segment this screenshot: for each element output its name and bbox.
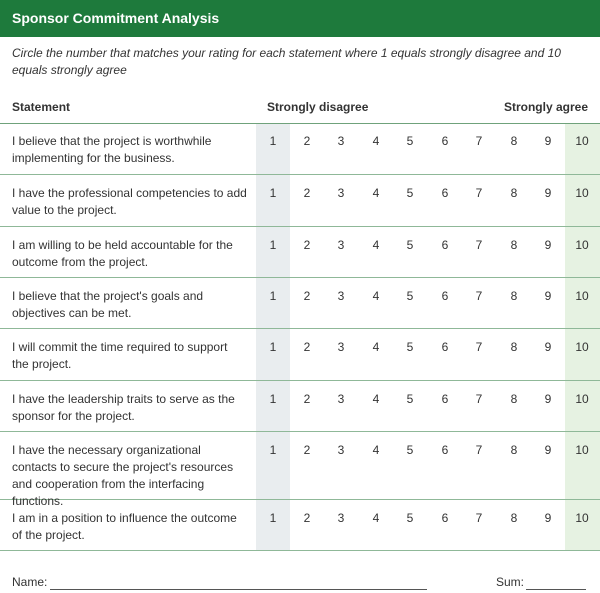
rating-option-3[interactable]: 3	[337, 134, 345, 148]
instructions-text: Circle the number that matches your rating for each statement where 1 equals strongly disagree and 10 equals strongly agree	[12, 46, 561, 77]
statement-text: I believe that the project is worthwhile implementing for the business.	[12, 134, 212, 165]
rating-option-6[interactable]: 6	[441, 443, 449, 457]
rating-option-2[interactable]: 2	[303, 289, 311, 303]
rating-option-7[interactable]: 7	[475, 392, 483, 406]
rating-option-10[interactable]: 10	[575, 238, 589, 252]
rating-option-5[interactable]: 5	[406, 289, 414, 303]
rating-option-4[interactable]: 4	[372, 392, 380, 406]
header-strongly-disagree: Strongly disagree	[267, 100, 369, 114]
sum-field[interactable]	[526, 589, 586, 590]
rating-option-8[interactable]: 8	[510, 238, 518, 252]
rating-option-9[interactable]: 9	[544, 392, 552, 406]
rating-option-2[interactable]: 2	[303, 392, 311, 406]
statement-text: I am willing to be held accountable for the outcome from the project.	[12, 238, 233, 269]
rating-option-9[interactable]: 9	[544, 511, 552, 525]
rating-option-6[interactable]: 6	[441, 186, 449, 200]
rating-option-1[interactable]: 1	[269, 134, 277, 148]
rating-option-10[interactable]: 10	[575, 134, 589, 148]
rating-option-7[interactable]: 7	[475, 289, 483, 303]
rating-option-10[interactable]: 10	[575, 340, 589, 354]
rating-option-6[interactable]: 6	[441, 511, 449, 525]
statement-text: I have the leadership traits to serve as the sponsor for the project.	[12, 392, 235, 423]
rating-option-5[interactable]: 5	[406, 134, 414, 148]
rating-option-8[interactable]: 8	[510, 340, 518, 354]
rating-option-4[interactable]: 4	[372, 340, 380, 354]
rating-option-2[interactable]: 2	[303, 511, 311, 525]
statement-text: I am in a position to influence the outcome of the project.	[12, 511, 237, 542]
rating-option-1[interactable]: 1	[269, 238, 277, 252]
table-row	[0, 432, 600, 508]
rating-option-6[interactable]: 6	[441, 392, 449, 406]
rating-option-3[interactable]: 3	[337, 186, 345, 200]
rating-option-6[interactable]: 6	[441, 134, 449, 148]
rating-option-4[interactable]: 4	[372, 134, 380, 148]
rating-option-10[interactable]: 10	[575, 289, 589, 303]
rating-option-3[interactable]: 3	[337, 238, 345, 252]
rating-option-2[interactable]: 2	[303, 443, 311, 457]
table-row	[0, 329, 600, 381]
table-row	[0, 278, 600, 329]
rating-option-7[interactable]: 7	[475, 134, 483, 148]
rating-option-1[interactable]: 1	[269, 186, 277, 200]
header-strongly-agree: Strongly agree	[503, 100, 588, 114]
rating-option-8[interactable]: 8	[510, 392, 518, 406]
table-row	[0, 175, 600, 227]
rating-option-10[interactable]: 10	[575, 186, 589, 200]
rating-option-4[interactable]: 4	[372, 238, 380, 252]
rating-option-9[interactable]: 9	[544, 134, 552, 148]
rating-option-6[interactable]: 6	[441, 340, 449, 354]
rating-option-5[interactable]: 5	[406, 340, 414, 354]
statement-text: I will commit the time required to support the project.	[12, 340, 228, 371]
rating-option-1[interactable]: 1	[269, 289, 277, 303]
rating-option-10[interactable]: 10	[575, 392, 589, 406]
table-row	[0, 381, 600, 432]
rating-option-5[interactable]: 5	[406, 392, 414, 406]
rating-option-9[interactable]: 9	[544, 186, 552, 200]
rating-option-9[interactable]: 9	[544, 443, 552, 457]
rating-option-5[interactable]: 5	[406, 443, 414, 457]
name-label: Name:	[12, 575, 48, 589]
rating-option-2[interactable]: 2	[303, 186, 311, 200]
name-field[interactable]	[50, 589, 427, 590]
rating-option-8[interactable]: 8	[510, 186, 518, 200]
rating-option-9[interactable]: 9	[544, 238, 552, 252]
sum-label: Sum:	[496, 575, 525, 589]
rating-option-2[interactable]: 2	[303, 134, 311, 148]
page-title: Sponsor Commitment Analysis	[0, 0, 600, 37]
rating-option-7[interactable]: 7	[475, 238, 483, 252]
rating-option-1[interactable]: 1	[269, 340, 277, 354]
rating-option-2[interactable]: 2	[303, 238, 311, 252]
rating-table	[0, 93, 600, 551]
table-row	[0, 123, 600, 175]
statement-text: I have the professional competencies to add value to the project.	[12, 186, 247, 217]
rating-option-7[interactable]: 7	[475, 340, 483, 354]
table-header	[0, 93, 600, 124]
table-row	[0, 500, 600, 551]
rating-option-3[interactable]: 3	[337, 340, 345, 354]
statement-text: I believe that the project's goals and objectives can be met.	[12, 289, 204, 320]
rating-option-3[interactable]: 3	[337, 392, 345, 406]
rating-option-7[interactable]: 7	[475, 511, 483, 525]
table-row	[0, 227, 600, 278]
rating-option-8[interactable]: 8	[510, 443, 518, 457]
rating-option-5[interactable]: 5	[406, 238, 414, 252]
rating-option-3[interactable]: 3	[337, 511, 345, 525]
rating-option-8[interactable]: 8	[510, 134, 518, 148]
rating-option-8[interactable]: 8	[510, 511, 518, 525]
rating-option-1[interactable]: 1	[269, 443, 277, 457]
rating-option-4[interactable]: 4	[372, 289, 380, 303]
rating-option-10[interactable]: 10	[575, 443, 589, 457]
header-statement: Statement	[12, 100, 71, 114]
rating-option-2[interactable]: 2	[303, 340, 311, 354]
rating-option-5[interactable]: 5	[406, 186, 414, 200]
rating-option-6[interactable]: 6	[441, 289, 449, 303]
statement-text: I have the necessary organizational contacts to secure the project's resources and cooperation from the interfacing functions.	[12, 443, 234, 508]
rating-option-4[interactable]: 4	[372, 186, 380, 200]
rating-option-1[interactable]: 1	[269, 392, 277, 406]
rating-option-7[interactable]: 7	[475, 186, 483, 200]
rating-option-1[interactable]: 1	[269, 511, 277, 525]
rating-option-5[interactable]: 5	[406, 511, 414, 525]
rating-option-10[interactable]: 10	[575, 511, 589, 525]
rating-option-3[interactable]: 3	[337, 443, 345, 457]
rating-option-3[interactable]: 3	[337, 289, 345, 303]
rating-option-4[interactable]: 4	[372, 511, 380, 525]
rating-option-4[interactable]: 4	[372, 443, 380, 457]
rating-option-7[interactable]: 7	[475, 443, 483, 457]
rating-option-6[interactable]: 6	[441, 238, 449, 252]
rating-option-9[interactable]: 9	[544, 340, 552, 354]
rating-option-8[interactable]: 8	[510, 289, 518, 303]
rating-option-9[interactable]: 9	[544, 289, 552, 303]
